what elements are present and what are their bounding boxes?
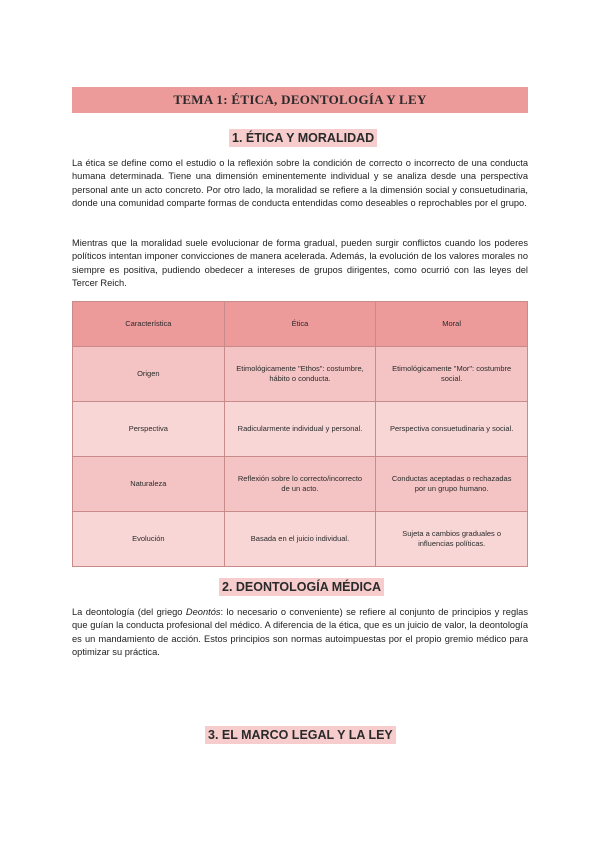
table-cell: Conductas aceptadas o rechazadas por un grupo humano. bbox=[376, 457, 528, 512]
table-header-cell: Moral bbox=[376, 302, 528, 347]
table-header-row bbox=[73, 302, 528, 347]
section-heading-marco-legal: 3. EL MARCO LEGAL Y LA LEY bbox=[205, 726, 396, 744]
paragraph-deontologia bbox=[72, 606, 528, 660]
table-row bbox=[73, 347, 528, 402]
table-cell: Sujeta a cambios graduales o influencias políticas. bbox=[376, 512, 528, 567]
term-deontos: Deontós bbox=[185, 607, 221, 617]
table-row bbox=[73, 402, 528, 457]
paragraph-text: La deontología (del griego bbox=[72, 607, 186, 617]
section-heading-deontologia: 2. DEONTOLOGÍA MÉDICA bbox=[219, 578, 384, 596]
table-cell: Naturaleza bbox=[73, 457, 225, 512]
comparison-table bbox=[72, 301, 528, 567]
table-cell: Perspectiva consuetudinaria y social. bbox=[376, 402, 528, 457]
table-cell: Etimológicamente "Mor": costumbre social. bbox=[376, 347, 528, 402]
table-header-cell: Ética bbox=[224, 302, 376, 347]
table-cell: Perspectiva bbox=[73, 402, 225, 457]
table-cell: Etimológicamente "Ethos": costumbre, hábito o conducta. bbox=[224, 347, 376, 402]
table-row bbox=[73, 457, 528, 512]
section-heading-etica-moralidad: 1. ÉTICA Y MORALIDAD bbox=[229, 129, 377, 147]
page-title: TEMA 1: ÉTICA, DEONTOLOGÍA Y LEY bbox=[72, 87, 528, 113]
table-cell: Reflexión sobre lo correcto/incorrecto de un acto. bbox=[224, 457, 376, 512]
paragraph-etica-definition: La ética se define como el estudio o la reflexión sobre la condición de correcto o incorrecto de una conducta humana determinada. Tiene una dimensión eminentemente individual y se analiza desde una perspectiva personal ante un acto concreto. Por otro lado, la moralidad se refiere a la dimensión social y consuetudinaria, donde una comunidad comparte formas de conducta entendidas como deseables o reprochables por el grupo. bbox=[72, 158, 528, 209]
table-cell: Evolución bbox=[73, 512, 225, 567]
table-cell: Basada en el juicio individual. bbox=[224, 512, 376, 567]
table-cell: Origen bbox=[73, 347, 225, 402]
paragraph-moral-evolution: Mientras que la moralidad suele evolucionar de forma gradual, pueden surgir conflictos cuando los poderes políticos intentan imponer convicciones de manera acelerada. Además, la evolución de los valores morales no siempre es positiva, pudiendo obedecer a intereses de grupos dirigentes, como ocurrió con las leyes del Tercer Reich. bbox=[72, 238, 528, 289]
table-cell: Radicularmente individual y personal. bbox=[224, 402, 376, 457]
table-header-cell: Característica bbox=[73, 302, 225, 347]
table-row bbox=[73, 512, 528, 567]
paragraph-text: : lo necesario o conveniente) se refiere al conjunto de principios y reglas que guían la conducta profesional del médico. A diferencia de la ética, que es un juicio de valor, la deontología es un mandamiento de acción. Estos principios son normas autoimpuestas por el propio gremio médico para optimizar su práctica. bbox=[72, 607, 528, 658]
